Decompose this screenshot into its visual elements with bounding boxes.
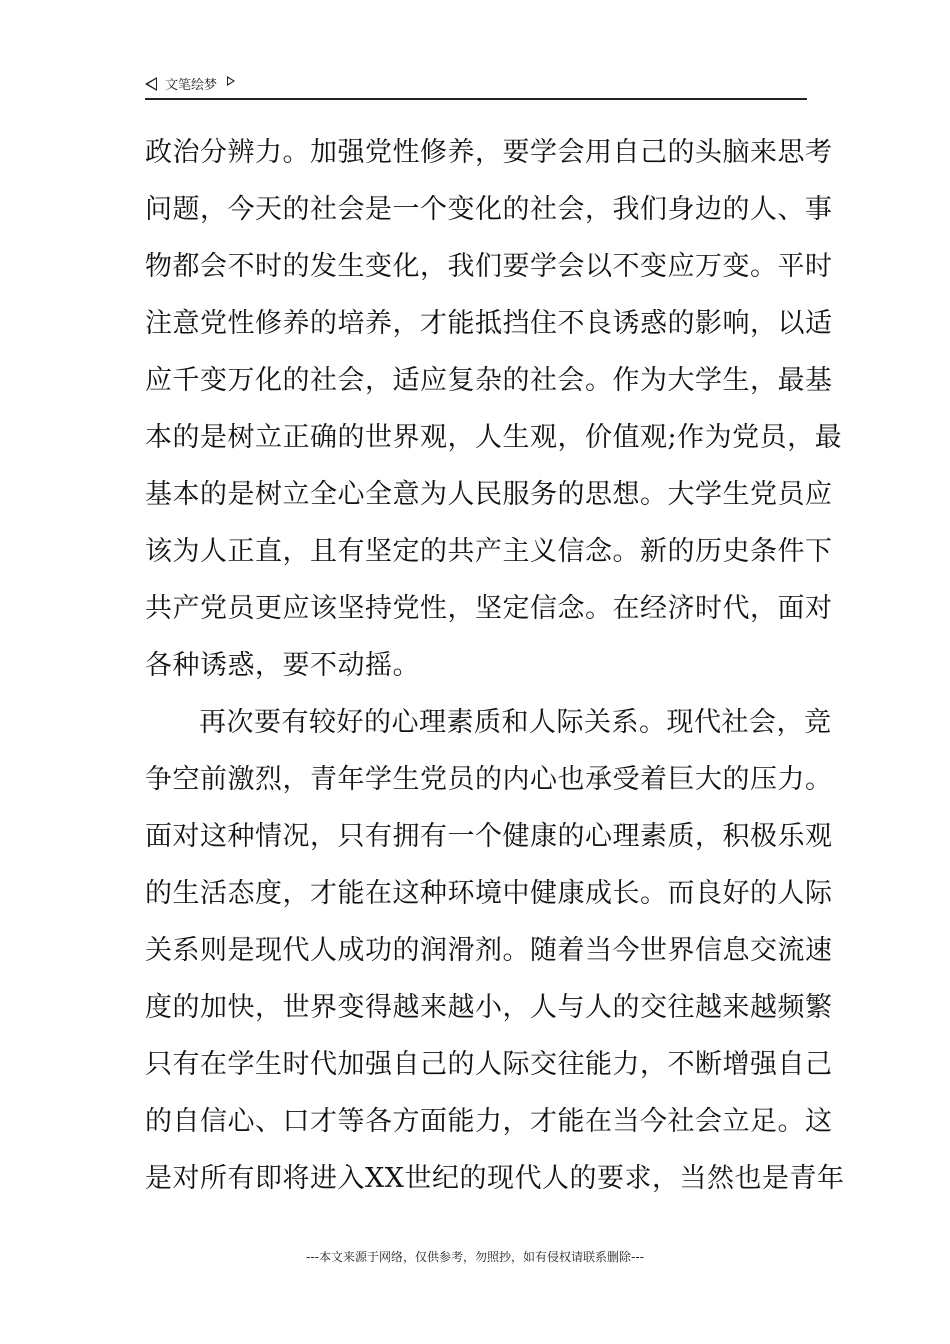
body-line: 问题，今天的社会是一个变化的社会，我们身边的人、事 — [145, 194, 833, 225]
paragraph-start-line: 再次要有较好的心理素质和人际关系。现代社会，竞 — [199, 707, 832, 738]
body-line: 争空前激烈，青年学生党员的内心也承受着巨大的压力。 — [145, 764, 833, 795]
body-line: 共产党员更应该坚持党性，坚定信念。在经济时代，面对 — [145, 593, 833, 624]
body-line: 本的是树立正确的世界观，人生观，价值观;作为党员，最 — [145, 422, 843, 453]
body-line: 关系则是现代人成功的润滑剂。随着当今世界信息交流速 — [145, 935, 833, 966]
body-line: 物都会不时的发生变化，我们要学会以不变应万变。平时 — [145, 251, 833, 282]
body-line: 各种诱惑，要不动摇。 — [145, 650, 420, 681]
page-footer: ---本文来源于网络，仅供参考，勿照抄，如有侵权请联系删除--- — [306, 1250, 644, 1264]
body-line: 是对所有即将进入XX世纪的现代人的要求，当然也是青年 — [145, 1163, 845, 1194]
document-body — [145, 130, 845, 1213]
header-brand-group — [145, 74, 235, 93]
page-header — [145, 72, 807, 100]
body-line: 注意党性修养的培养，才能抵挡住不良诱惑的影响，以适 — [145, 308, 833, 339]
body-line: 该为人正直，且有坚定的共产主义信念。新的历史条件下 — [145, 536, 833, 567]
right-triangle-icon — [227, 76, 235, 86]
body-line: 面对这种情况，只有拥有一个健康的心理素质，积极乐观 — [145, 821, 833, 852]
body-line: 只有在学生时代加强自己的人际交往能力，不断增强自己 — [145, 1049, 833, 1080]
body-line: 的自信心、口才等各方面能力，才能在当今社会立足。这 — [145, 1106, 833, 1137]
body-line: 应千变万化的社会，适应复杂的社会。作为大学生，最基 — [145, 365, 833, 396]
body-line: 的生活态度，才能在这种环境中健康成长。而良好的人际 — [145, 878, 833, 909]
body-line: 政治分辨力。加强党性修养，要学会用自己的头脑来思考 — [145, 137, 833, 168]
left-triangle-icon — [145, 77, 157, 91]
body-line: 度的加快，世界变得越来越小，人与人的交往越来越频繁 — [145, 992, 833, 1023]
header-brand: 文笔绘梦 — [165, 78, 218, 93]
body-line: 基本的是树立全心全意为人民服务的思想。大学生党员应 — [145, 479, 833, 510]
